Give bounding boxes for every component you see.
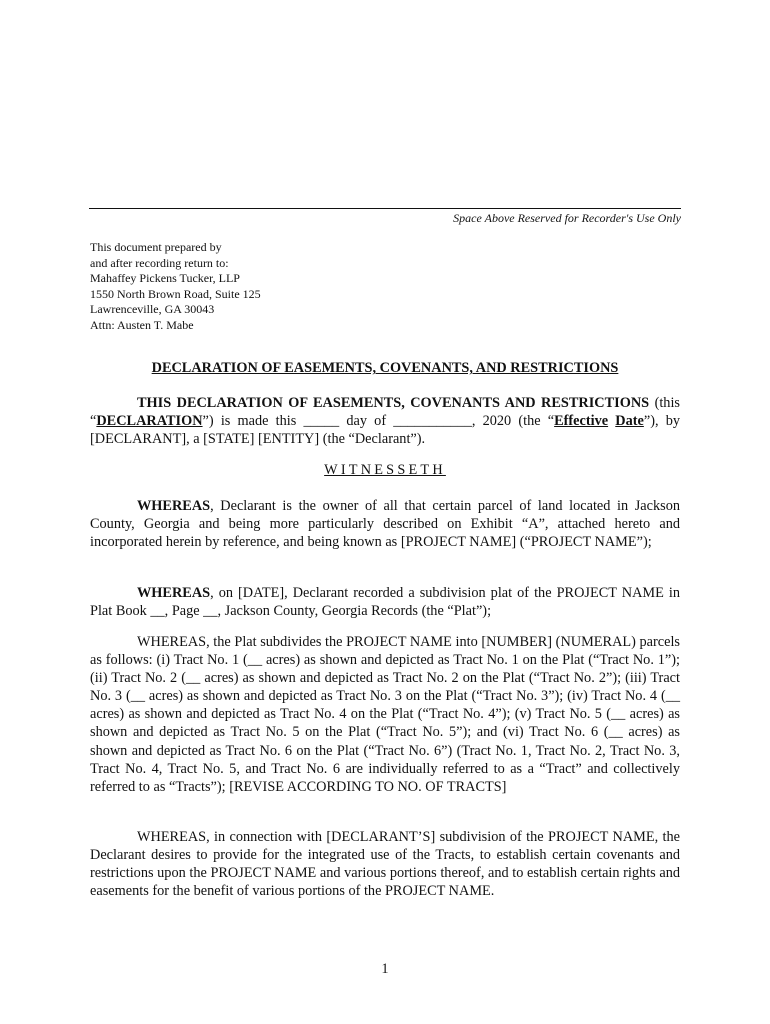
recital-text: , on [DATE], Declarant recorded a subdivision plat of the PROJECT NAME in Plat Book __, Page __, Jackson County, Georgia Records (the “Plat”); — [90, 585, 680, 620]
intro-paragraph — [90, 394, 680, 448]
prepared-by-block — [90, 240, 261, 334]
page-number: 1 — [381, 961, 389, 977]
recital-text: , Declarant is the owner of all that certain parcel of land located in Jackson County, Georgia and being more particularly described on Exhibit “A”, attached hereto and incorporated herein by reference, and being known as [PROJECT NAME] (“PROJECT NAME”); — [90, 498, 680, 551]
intro-lead: THIS DECLARATION OF EASEMENTS, COVENANTS AND RESTRICTIONS — [137, 395, 650, 411]
document-title: DECLARATION OF EASEMENTS, COVENANTS, AND RESTRICTIONS — [151, 360, 619, 376]
recital-paragraph: WHEREAS, the Plat subdivides the PROJECT NAME into [NUMBER] (NUMERAL) parcels as follows: (i) Tract No. 1 (__ acres) as shown and depicted as Tract No. 1 on the Plat (“Tract No. 1”); (ii) Tract No. 2 (__ acres) as shown and depicted as Tract No. 2 on the Plat (“Tract No. 2”); (iii) Tract No. 3 (__ acres) as shown and depicted as Tract No. 3 on the Plat (“Tract No. 3”); (iv) Tract No. 4 (__ acres) as shown and depicted as Tract No. 4 on the Plat (“Tract No. 4”); (v) Tract No. 5 (__ acres) as shown and depicted as Tract No. 5 on the Plat (“Tract No. 5”); and (vi) Tract No. 6 (__ acres) as shown and depicted as Tract No. 6 on the Plat (“Tract No. 6”) (Tract No. 1, Tract No. 2, Tract No. 3, Tract No. 4, Tract No. 5, and Tract No. 6 are individually referred to as a “Tract” and collectively referred to as “Tracts”); [REVISE ACCORDING TO NO. OF TRACTS] — [90, 634, 680, 795]
recital-lead: WHEREAS — [137, 585, 211, 601]
recorder-space-note: Space Above Reserved for Recorder's Use Only — [453, 211, 681, 225]
intro-text: (this “ — [90, 395, 680, 430]
prepared-by-street: 1550 North Brown Road, Suite 125 — [90, 286, 261, 301]
recital-paragraph — [90, 584, 680, 620]
declaration-defined-term: DECLARATION — [96, 413, 203, 430]
recorder-space-divider — [89, 208, 681, 209]
intro-text: ”) is made this _____ day of ___________, 2020 (the “ — [202, 413, 555, 430]
prepared-by-line: This document prepared by — [90, 240, 222, 254]
effective-date-term: Effective — [554, 413, 609, 430]
recital-lead: WHEREAS — [137, 498, 211, 514]
witnesseth-heading: WITNESSETH — [324, 462, 446, 478]
prepared-by-line: and after recording return to: — [90, 255, 229, 270]
effective-date-term: Date — [615, 413, 644, 430]
recital-paragraph: WHEREAS, in connection with [DECLARANT’S] subdivision of the PROJECT NAME, the Declarant desires to provide for the integrated use of the Tracts, to establish certain covenants and restrictions upon the PROJECT NAME and various portions thereof, and to establish certain rights and easements for the benefit of various portions of the PROJECT NAME. — [90, 829, 680, 900]
recital-paragraph — [90, 497, 680, 551]
prepared-by-firm: Mahaffey Pickens Tucker, LLP — [90, 271, 240, 286]
prepared-by-city: Lawrenceville, GA 30043 — [90, 302, 215, 317]
intro-text: ”), by [DECLARANT], a [STATE] [ENTITY] (the “Declarant”). — [90, 413, 680, 448]
prepared-by-attn: Attn: Austen T. Mabe — [90, 317, 194, 332]
